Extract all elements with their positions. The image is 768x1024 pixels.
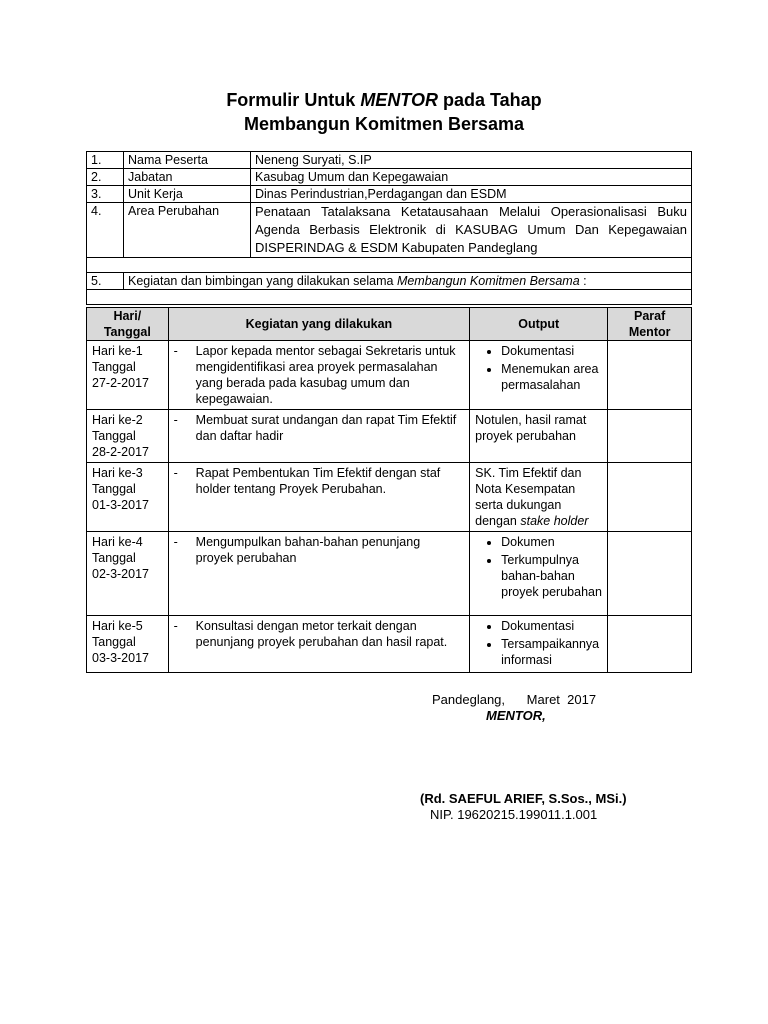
header-paraf: Paraf Mentor (608, 308, 692, 341)
title-line-1: Formulir Untuk MENTOR pada Tahap (226, 90, 542, 110)
table-row (87, 463, 692, 532)
activity-cell: - Membuat surat undangan dan rapat Tim Efektif dan daftar hadir (168, 410, 469, 463)
header-activity: Kegiatan yang dilakukan (168, 308, 469, 341)
table-row (87, 532, 692, 616)
spacer-cell (87, 258, 692, 273)
info-row (87, 203, 692, 258)
spacer-row (87, 258, 692, 273)
info-num: 5. (87, 273, 124, 290)
spacer-row (87, 290, 692, 305)
output-list (475, 534, 602, 600)
item5-text: Kegiatan dan bimbingan yang dilakukan selama Membangun Komitmen Bersama : (124, 273, 692, 290)
table-header-row (87, 308, 692, 341)
day-cell: Hari ke-1 Tanggal 27-2-2017 (87, 341, 169, 410)
info-label: Unit Kerja (124, 186, 251, 203)
output-list (475, 618, 602, 668)
output-cell (470, 532, 608, 616)
mentor-role: MENTOR, (486, 708, 546, 723)
header-output: Output (470, 308, 608, 341)
day-cell: Hari ke-4 Tanggal 02-3-2017 (87, 532, 169, 616)
info-row (87, 152, 692, 169)
activity-cell: - Rapat Pembentukan Tim Efektif dengan staf holder tentang Proyek Perubahan. (168, 463, 469, 532)
table-row (87, 341, 692, 410)
header-day: Hari/ Tanggal (87, 308, 169, 341)
mentor-nip: NIP. 19620215.199011.1.001 (430, 807, 598, 822)
info-row (87, 169, 692, 186)
title-line-2: Membangun Komitmen Bersama (243, 114, 525, 134)
day-cell: Hari ke-5 Tanggal 03-3-2017 (87, 616, 169, 673)
day-cell: Hari ke-3 Tanggal 01-3-2017 (87, 463, 169, 532)
day-cell: Hari ke-2 Tanggal 28-2-2017 (87, 410, 169, 463)
info-num: 2. (87, 169, 124, 186)
activity-cell: - Mengumpulkan bahan-bahan penunjang proyek perubahan (168, 532, 469, 616)
info-label: Nama Peserta (124, 152, 251, 169)
info-value: Penataan Tatalaksana Ketatausahaan Melalui Operasionalisasi Buku Agenda Berbasis Elektronik di KASUBAG Umum Dan Kepegawaian DISPERINDAG & ESDM Kabupaten Pandeglang (251, 203, 692, 258)
info-value: Kasubag Umum dan Kepegawaian (251, 169, 692, 186)
info-row-5 (87, 273, 692, 290)
info-row (87, 186, 692, 203)
activity-cell: - Konsultasi dengan metor terkait dengan penunjang proyek perubahan dan hasil rapat. (168, 616, 469, 673)
participant-info-table (86, 151, 692, 305)
paraf-cell (608, 532, 692, 616)
output-cell (470, 341, 608, 410)
info-value: Dinas Perindustrian,Perdagangan dan ESDM (251, 186, 692, 203)
list-item: • Dokumentasi (501, 343, 602, 359)
output-cell (470, 616, 608, 673)
table-row (87, 616, 692, 673)
place-date: Pandeglang, Maret 2017 (432, 692, 597, 707)
info-num: 3. (87, 186, 124, 203)
list-item: • Dokumentasi (501, 618, 602, 634)
output-cell: Notulen, hasil ramat proyek perubahan (470, 410, 608, 463)
activity-table (86, 307, 692, 673)
output-cell: SK. Tim Efektif dan Nota Kesempatan serta dukungan dengan stake holder (470, 463, 608, 532)
activity-cell: - Lapor kepada mentor sebagai Sekretaris untuk mengidentifikasi area proyek permasalahan yang berada pada kasubag umum dan kepegawaian. (168, 341, 469, 410)
info-label: Area Perubahan (124, 203, 251, 258)
info-value: Neneng Suryati, S.IP (251, 152, 692, 169)
form-title (0, 88, 768, 136)
paraf-cell (608, 463, 692, 532)
spacer-cell (87, 290, 692, 305)
info-num: 1. (87, 152, 124, 169)
list-item: • Dokumen (501, 534, 602, 550)
list-item: • Tersampaikannya informasi (501, 636, 602, 668)
list-item: • Terkumpulnya bahan-bahan proyek perubahan (501, 552, 602, 600)
mentor-name: (Rd. SAEFUL ARIEF, S.Sos., MSi.) (420, 791, 627, 806)
output-list (475, 343, 602, 393)
table-row (87, 410, 692, 463)
paraf-cell (608, 616, 692, 673)
paraf-cell (608, 341, 692, 410)
info-label: Jabatan (124, 169, 251, 186)
info-num: 4. (87, 203, 124, 258)
list-item: • Menemukan area permasalahan (501, 361, 602, 393)
paraf-cell (608, 410, 692, 463)
